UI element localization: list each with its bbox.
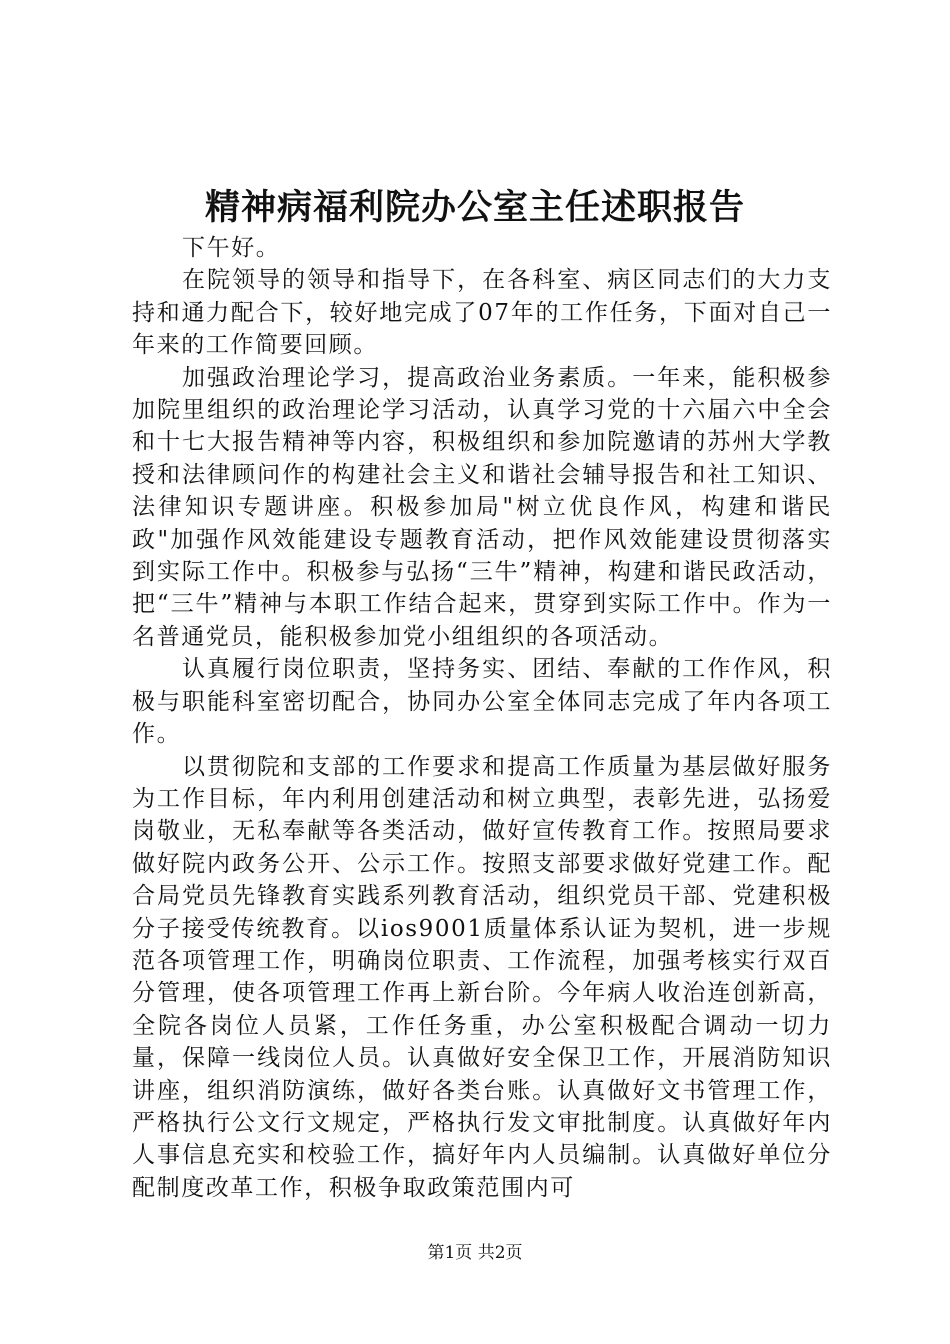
document-title: 精神病福利院办公室主任述职报告 xyxy=(204,187,745,228)
page-footer: 第1页 共2页 xyxy=(427,1243,523,1263)
paragraph-political-study: 加强政治理论学习，提高政治业务素质。一年来，能积极参加院里组织的政治理论学习活动，认真学习党的十六届六中全会和十七大报告精神等内容，积极组织和参加院邀请的苏州大学教授和法律顾问作的构建社会主义和谐社会辅导报告和社工知识、法律知识专题讲座。积极参加局"树立优良作风，构建和谐民政"加强作风效能建设专题教育活动，把作风效能建设贯彻落实到实际工作中。积极参与弘扬“三牛”精神，构建和谐民政活动，把“三牛”精神与本职工作结合起来，贯穿到实际工作中。作为一名普通党员，能积极参加党小组组织的各项活动。 xyxy=(132,364,832,650)
paragraph-work-goals: 以贯彻院和支部的工作要求和提高工作质量为基层做好服务为工作目标，年内利用创建活动和树立典型，表彰先进，弘扬爱岗敬业，无私奉献等各类活动，做好宣传教育工作。按照局要求做好院内政务公开、公示工作。按照支部要求做好党建工作。配合局党员先锋教育实践系列教育活动，组织党员干部、党建积极分子接受传统教育。以ios9001质量体系认证为契机，进一步规范各项管理工作，明确岗位职责、工作流程，加强考核实行双百分管理，使各项管理工作再上新台阶。今年病人收治连创新高，全院各岗位人员紧，工作任务重，办公室积极配合调动一切力量，保障一线岗位人员。认真做好安全保卫工作，开展消防知识讲座，组织消防演练，做好各类台账。认真做好文书管理工作，严格执行公文行文规定，严格执行发文审批制度。认真做好年内人事信息充实和校验工作，搞好年内人员编制。认真做好单位分配制度改革工作，积极争取政策范围内可 xyxy=(132,753,832,1201)
paragraph-duties: 认真履行岗位职责，坚持务实、团结、奉献的工作作风，积极与职能科室密切配合，协同办公室全体同志完成了年内各项工作。 xyxy=(132,656,832,748)
paragraph-intro: 在院领导的领导和指导下，在各科室、病区同志们的大力支持和通力配合下，较好地完成了07年的工作任务，下面对自己一年来的工作简要回顾。 xyxy=(132,267,832,359)
paragraph-greeting: 下午好。 xyxy=(182,235,281,261)
document-body xyxy=(132,232,832,1204)
